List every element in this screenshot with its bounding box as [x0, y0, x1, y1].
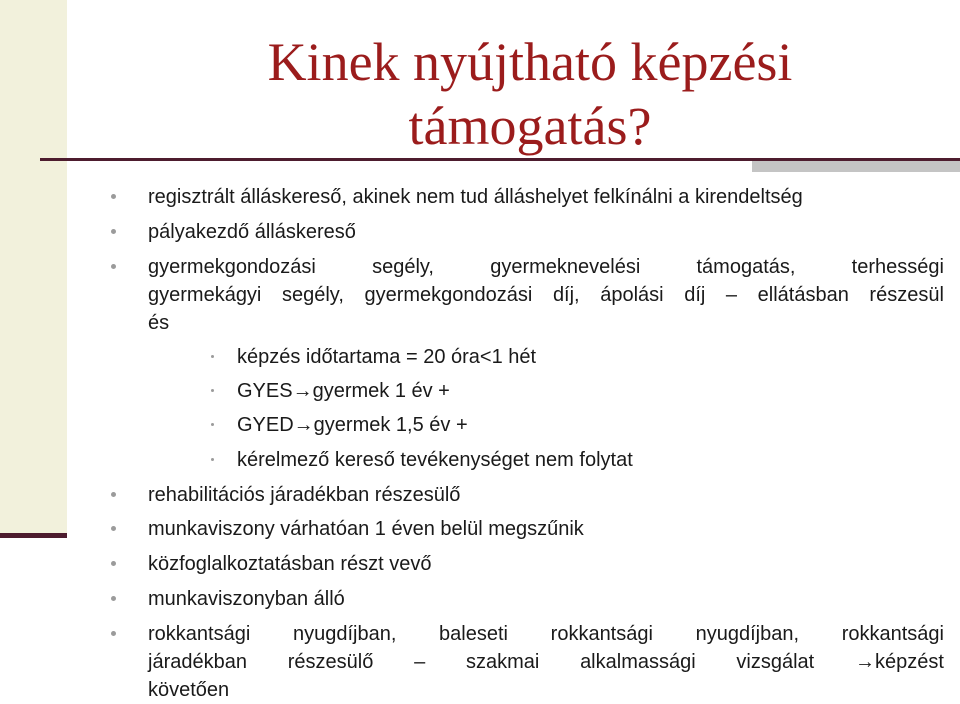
list-item-text: regisztrált álláskereső, akinek nem tud álláshelyet felkínálni a kirendeltség	[148, 186, 803, 208]
sub-list-item	[237, 343, 937, 371]
sub-list-item-text: GYED→gyermek 1,5 év +	[237, 414, 468, 436]
bullet-icon	[111, 631, 116, 636]
bullet-icon	[111, 264, 116, 269]
text-line: rokkantsági nyugdíjban, baleseti rokkantsági nyugdíjban, rokkantsági	[148, 623, 944, 645]
list-item	[148, 585, 944, 613]
sub-list-item	[237, 377, 937, 405]
title-line-2: támogatás?	[408, 96, 652, 156]
list-item	[148, 253, 944, 337]
title-line-1: Kinek nyújtható képzési	[267, 32, 793, 92]
sub-list-item	[237, 446, 937, 474]
bullet-icon	[211, 389, 214, 392]
list-item-text: munkaviszony várhatóan 1 éven belül megszűnik	[148, 518, 584, 540]
bullet-icon	[111, 561, 116, 566]
bullet-icon	[211, 423, 214, 426]
list-item-text: közfoglalkoztatásban részt vevő	[148, 553, 432, 575]
bullet-icon	[111, 492, 116, 497]
sub-list-item-text: kérelmező kereső tevékenységet nem folytat	[237, 449, 633, 471]
list-item	[148, 620, 944, 704]
bullet-icon	[111, 229, 116, 234]
list-item-text	[148, 253, 944, 337]
sub-list-item	[237, 411, 937, 439]
sub-list-item-text: GYES→gyermek 1 év +	[237, 380, 450, 402]
sub-list-item-text: képzés időtartama = 20 óra<1 hét	[237, 346, 537, 368]
list-item	[148, 218, 944, 246]
text-line: járadékban részesülő – szakmai alkalmassági vizsgálat →képzést	[148, 651, 944, 673]
list-item	[148, 183, 944, 211]
list-item-text: pályakezdő álláskereső	[148, 221, 356, 243]
list-item-text: munkaviszonyban álló	[148, 588, 345, 610]
text-line: gyermekgondozási segély, gyermeknevelési támogatás, terhességi	[148, 256, 944, 278]
text-line: és	[148, 312, 170, 334]
text-line: követően	[148, 679, 230, 701]
list-item	[148, 550, 944, 578]
bullet-icon	[211, 458, 214, 461]
list-item-text	[148, 620, 944, 704]
list-item-text: rehabilitációs járadékban részesülő	[148, 484, 461, 506]
bullet-icon	[111, 596, 116, 601]
bullet-icon	[211, 355, 214, 358]
bullet-icon	[111, 526, 116, 531]
bullet-icon	[111, 194, 116, 199]
list-item	[148, 481, 944, 509]
text-line: gyermekágyi segély, gyermekgondozási díj, ápolási díj – ellátásban részesül	[148, 284, 944, 306]
list-item	[148, 515, 944, 543]
